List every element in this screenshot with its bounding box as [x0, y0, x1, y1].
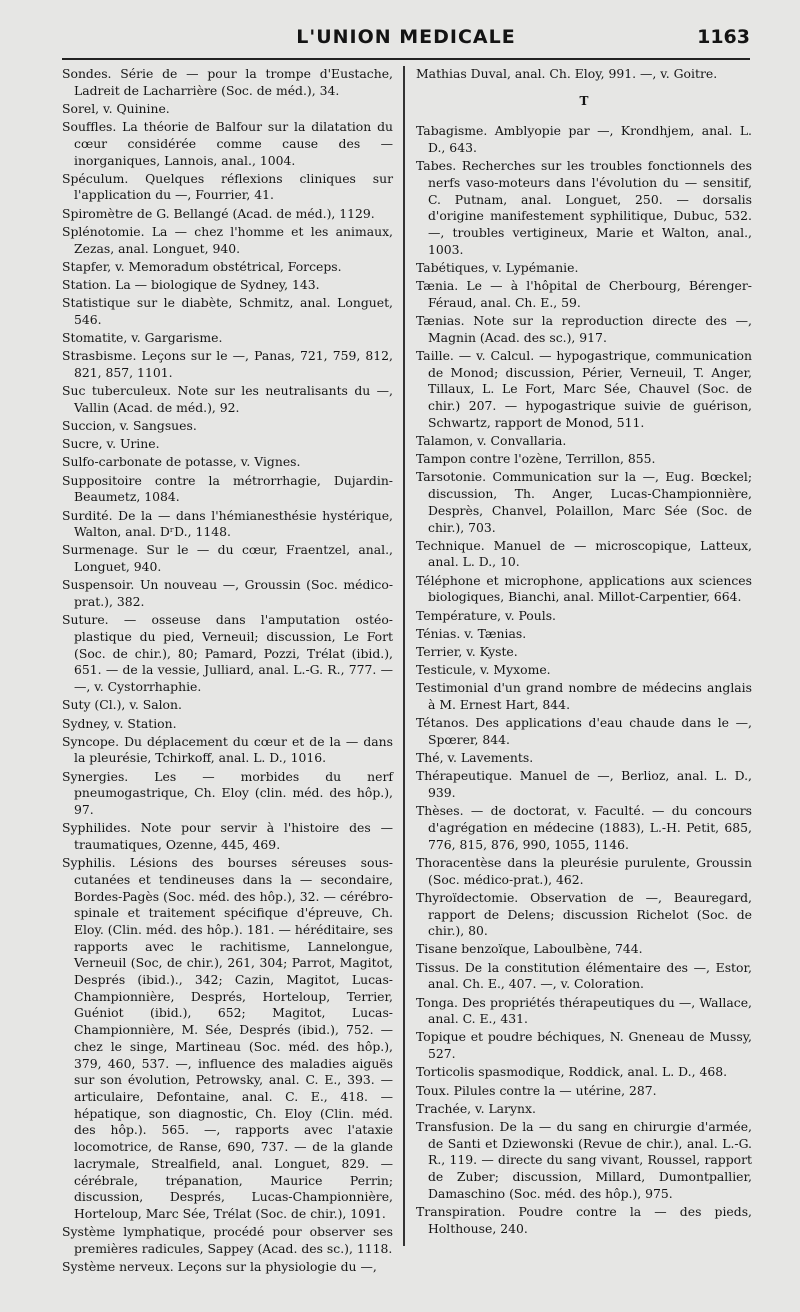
index-entry: Station. La — biologique de Sydney, 143. [62, 276, 320, 292]
index-entry: Tonga. Des propriétés thérapeutiques du —, Wallace, anal. C. E., 431. [416, 994, 752, 1027]
index-entry: Ténias. v. Tænias. [416, 625, 527, 641]
index-entry: Tampon contre l'ozène, Terrillon, 855. [416, 451, 656, 467]
index-entry: Thèses. — de doctorat, v. Faculté. — du concours d'agrégation en médecine (1883), L.-H. Petit, 685, 776, 815, 876, 990, 1055, 1146. [416, 803, 752, 852]
index-entry: Tétanos. Des applications d'eau chaude dans le —, Spœrer, 844. [416, 715, 752, 748]
section-letter: T [579, 93, 589, 108]
index-entry: Téléphone et microphone, applications aux sciences biologiques, Bianchi, anal. Millot-Carpentier, 664. [416, 572, 752, 605]
index-entry: Syphilis. Lésions des bourses séreuses sous-cutanées et tendineuses dans la — secondaire, Bordes-Pagès (Soc. méd. des hôp.), 32. — cérébro-spinale et traitement spécifique d'épreuve, Ch. Eloy. (Clin. méd. des hôp.). 181. — héréditaire, ses rapports avec le rachitisme, Lannelongue, Verneuil (Soc, de chir.), 261, 304; Parrot, Magitot, Després (ibid.)., 342; Cazin, Magitot, Lucas-Championnière, Després, Horteloup, Terrier, Guéniot (ibid.), 652; Magitot, Lucas-Championnière, M. Sée, Després (ibid.), 752. — chez le singe, Martineau (Soc. méd. des hôp.), 379, 460, 537. —, influence des maladies aiguës sur son évolution, Petrowsky, anal. C. E., 393. — articulaire, Defontaine, anal. C. E., 418. — hépatique, son diagnostic, Ch. Eloy (Clin. méd. des hôp.). 565. —, rapports avec l'ataxie locomotrice, de Ranse, 690, 737. — de la glande lacrymale, Strealfield, anal. Longuet, 829. — cérébrale, trépanation, Maurice Perrin; discussion, Després, Lucas-Championnière, Horteloup, Marc Sée, Trélat (Soc. de chir.), 1091. [62, 855, 393, 1221]
index-entry: Tabes. Recherches sur les troubles fonctionnels des nerfs vaso-moteurs dans l'évolution du — sensitif, C. Putnam, anal. Longuet, 250. — dorsalis d'origine manifestement syphilitique, Dubuc, 532. —, troubles vertigineux, Marie et Walton, anal., 1003. [416, 158, 752, 257]
index-column-right [416, 66, 752, 1246]
index-entry: Tarsotonie. Communication sur la —, Eug. Bœckel; discussion, Th. Anger, Lucas-Championnière, Desprès, Chanvel, Polaillon, Marc Sée (Soc. de chir.), 703. [416, 469, 752, 535]
index-entry: Température, v. Pouls. [416, 607, 556, 623]
index-entry: Tænias. Note sur la reproduction directe des —, Magnin (Acad. des sc.), 917. [416, 313, 752, 345]
index-entry: Stomatite, v. Gargarisme. [62, 330, 223, 346]
index-entry: Trachée, v. Larynx. [416, 1100, 536, 1116]
index-entry: Spiromètre de G. Bellangé (Acad. de méd.), 1129. [62, 205, 375, 221]
index-entry: Tabétiques, v. Lypémanie. [416, 260, 579, 276]
journal-title: L'UNION MEDICALE [296, 26, 516, 48]
index-entry: Surdité. De la — dans l'hémianesthésie hystérique, Walton, anal. DʳD., 1148. [62, 507, 393, 540]
index-entry: Transfusion. De la — du sang en chirurgie d'armée, de Santi et Dziewonski (Revue de chir.), anal. L.-G. R., 119. — directe du sang vivant, Roussel, rapport de Zuber; discussion, Millard, Dumontpallier, Damaschino (Soc. méd. des hôp.), 975. [416, 1118, 752, 1201]
index-entry: Tissus. De la constitution élémentaire des —, Estor, anal. Ch. E., 407. —, v. Coloration. [416, 959, 752, 992]
index-entry: Système nerveux. Leçons sur la physiologie du —, [62, 1259, 377, 1275]
index-entry: Syphilides. Note pour servir à l'histoire des — traumatiques, Ozenne, 445, 469. [62, 820, 393, 852]
index-entry: Sydney, v. Station. [62, 715, 177, 731]
index-entry: Souffles. La théorie de Balfour sur la dilatation du cœur considérée comme cause des — inorganiques, Lannois, anal., 1004. [62, 119, 393, 168]
index-entry: Stapfer, v. Memoradum obstétrical, Forceps. [62, 258, 342, 274]
index-entry: Suty (Cl.), v. Salon. [62, 697, 182, 713]
index-entry: Testicule, v. Myxome. [416, 662, 551, 678]
index-entry: Thé, v. Lavements. [416, 750, 534, 766]
index-entry: Splénotomie. La — chez l'homme et les animaux, Zezas, anal. Longuet, 940. [62, 223, 393, 256]
column-divider [403, 66, 405, 1246]
index-entry: Talamon, v. Convallaria. [416, 433, 567, 449]
index-entry: Syncope. Du déplacement du cœur et de la — dans la pleurésie, Tchirkoff, anal. L. D., 1016. [62, 733, 393, 766]
index-entry: Technique. Manuel de — microscopique, Latteux, anal. L. D., 10. [416, 537, 752, 570]
index-entry: Sulfo-carbonate de potasse, v. Vignes. [62, 454, 301, 470]
index-entry: Topique et poudre béchiques, N. Gneneau de Mussy, 527. [416, 1029, 752, 1062]
index-entry: Transpiration. Poudre contre la — des pieds, Holthouse, 240. [416, 1204, 752, 1236]
index-entry: Synergies. Les — morbides du nerf pneumogastrique, Ch. Eloy (clin. méd. des hôp.), 97. [62, 768, 393, 818]
index-entry: Statistique sur le diabète, Schmitz, anal. Longuet, 546. [62, 295, 393, 327]
index-entry: Succion, v. Sangsues. [62, 418, 197, 434]
index-entry: Strasbisme. Leçons sur le —, Panas, 721, 759, 812, 821, 857, 1101. [62, 348, 393, 380]
index-entry: Suppositoire contre la métrorrhagie, Dujardin-Beaumetz, 1084. [62, 472, 393, 505]
index-entry: Sucre, v. Urine. [62, 436, 160, 452]
index-entry: Suspensoir. Un nouveau —, Groussin (Soc. médico-prat.), 382. [62, 577, 393, 610]
index-entry: Spéculum. Quelques réflexions cliniques sur l'application du —, Fourrier, 41. [62, 170, 393, 203]
index-entry: Système lymphatique, procédé pour observer ses premières radicules, Sappey (Acad. des sc.), 1118. [62, 1224, 393, 1256]
index-entry: Sorel, v. Quinine. [62, 100, 170, 116]
index-entry: Thérapeutique. Manuel de —, Berlioz, anal. L. D., 939. [416, 768, 752, 801]
index-entry: Thoracentèse dans la pleurésie purulente, Groussin (Soc. médico-prat.), 462. [416, 854, 752, 887]
index-entry: Taille. — v. Calcul. — hypogastrique, communication de Monod; discussion, Périer, Verneuil, T. Anger, Tillaux, L. Le Fort, Marc Sée, Chauvel (Soc. de chir.) 207. — hypogastrique suivie de guérison, Schwartz, rapport de Monod, 511. [416, 348, 752, 430]
index-entry: Tabagisme. Amblyopie par —, Krondhjem, anal. L. D., 643. [416, 123, 752, 156]
index-entry: Suture. — osseuse dans l'amputation ostéo-plastique du pied, Verneuil; discussion, Le Fort (Soc. de chir.), 80; Pamard, Pozzi, Trélat (ibid.), 651. — de la vessie, Julliard, anal. L.-G. R., 777. — —, v. Cystorrhaphie. [62, 612, 393, 695]
index-entry-continued: Mathias Duval, anal. Ch. Eloy, 991. —, v. Goitre. [416, 66, 718, 81]
page-number: 1163 [697, 26, 750, 48]
index-entry: Tisane benzoïque, Laboulbène, 744. [416, 941, 643, 957]
index-entry: Toux. Pilules contre la — utérine, 287. [416, 1082, 657, 1098]
index-entry: Tænia. Le — à l'hôpital de Cherbourg, Bérenger-Féraud, anal. Ch. E., 59. [416, 278, 752, 310]
header-rule [62, 58, 750, 60]
index-entry: Torticolis spasmodique, Roddick, anal. L. D., 468. [416, 1064, 728, 1080]
index-column-left [62, 66, 393, 1275]
running-header [62, 24, 750, 54]
index-entry: Terrier, v. Kyste. [416, 644, 518, 659]
index-entry: Testimonial d'un grand nombre de médecins anglais à M. Ernest Hart, 844. [416, 680, 752, 713]
index-entry: Sondes. Série de — pour la trompe d'Eustache, Ladreit de Lacharrière (Soc. de méd.), 34. [62, 66, 393, 98]
index-entry: Suc tuberculeux. Note sur les neutralisants du —, Vallin (Acad. de méd.), 92. [62, 383, 393, 415]
index-entry: Thyroïdectomie. Observation de —, Beauregard, rapport de Delens; discussion Richelot (Soc. de chir.), 80. [416, 889, 752, 939]
index-entry: Surmenage. Sur le — du cœur, Fraentzel, anal., Longuet, 940. [62, 542, 393, 575]
